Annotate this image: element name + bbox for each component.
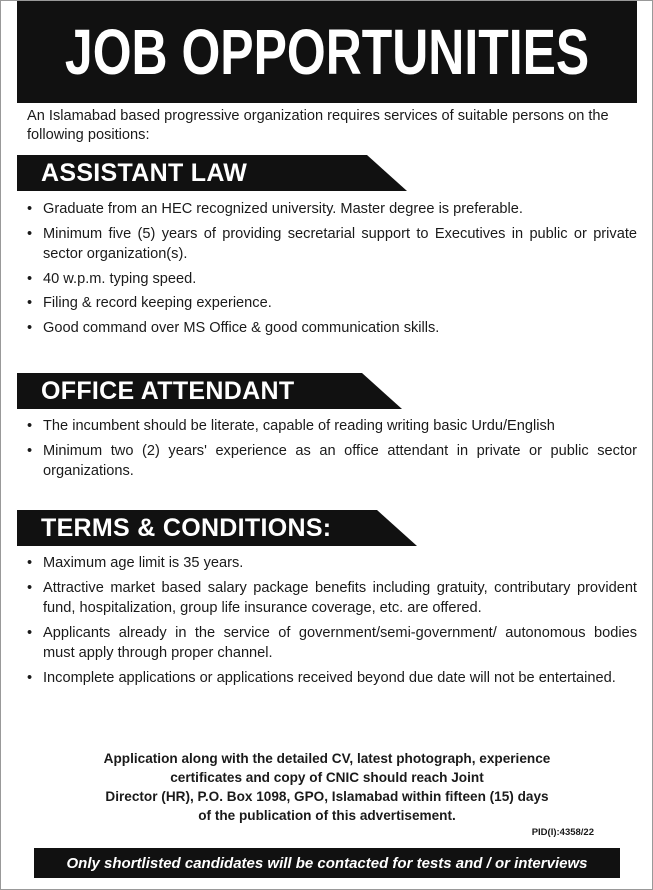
section-heading-assistant-law — [17, 153, 407, 193]
intro-paragraph: An Islamabad based progressive organization requires services of suitable persons on the following positions: — [27, 108, 609, 143]
section-heading-label: TERMS & CONDITIONS: — [41, 513, 332, 542]
terms-conditions-list — [27, 553, 637, 692]
list-item: • Applicants already in the service of government/semi-government/ autonomous bodies must apply through proper channel. — [27, 623, 637, 664]
application-line: Application along with the detailed CV, latest photograph, experience — [103, 751, 551, 766]
list-item: • Minimum two (2) years' experience as an office attendant in private or public sector organizations. — [27, 441, 637, 482]
list-item: • 40 w.p.m. typing speed. — [27, 269, 637, 290]
footer-banner — [34, 848, 620, 878]
section-heading-label: OFFICE ATTENDANT — [41, 376, 295, 405]
list-item: • Good command over MS Office & good communication skills. — [27, 318, 637, 339]
section-heading-office-attendant — [17, 371, 402, 411]
title-banner — [17, 1, 637, 103]
office-attendant-requirements-list — [27, 416, 637, 486]
section-heading-terms-conditions — [17, 508, 417, 548]
footer-note: Only shortlisted candidates will be contacted for tests and / or interviews — [66, 854, 588, 872]
application-instructions — [27, 749, 627, 825]
list-item: • Incomplete applications or applications received beyond due date will not be entertained. — [27, 668, 637, 689]
pid-reference: PID(I):4358/22 — [531, 827, 594, 838]
application-line: of the publication of this advertisement. — [198, 808, 456, 823]
list-item: • The incumbent should be literate, capable of reading writing basic Urdu/English — [27, 416, 637, 437]
application-line: Director (HR), P.O. Box 1098, GPO, Islamabad within fifteen (15) days — [105, 789, 549, 804]
list-item: • Filing & record keeping experience. — [27, 293, 637, 314]
assistant-law-requirements-list — [27, 199, 637, 342]
list-item: • Maximum age limit is 35 years. — [27, 553, 637, 574]
list-item: • Attractive market based salary package benefits including gratuity, contributary provident fund, hospitalization, group life insurance coverage, etc. are offered. — [27, 578, 637, 619]
section-heading-label: ASSISTANT LAW — [41, 158, 248, 187]
list-item: • Minimum five (5) years of providing secretarial support to Executives in public or private sector organization(s). — [27, 224, 637, 265]
page-title: JOB OPPORTUNITIES — [64, 16, 590, 88]
list-item: • Graduate from an HEC recognized university. Master degree is preferable. — [27, 199, 637, 220]
application-line: certificates and copy of CNIC should reach Joint — [170, 770, 484, 785]
